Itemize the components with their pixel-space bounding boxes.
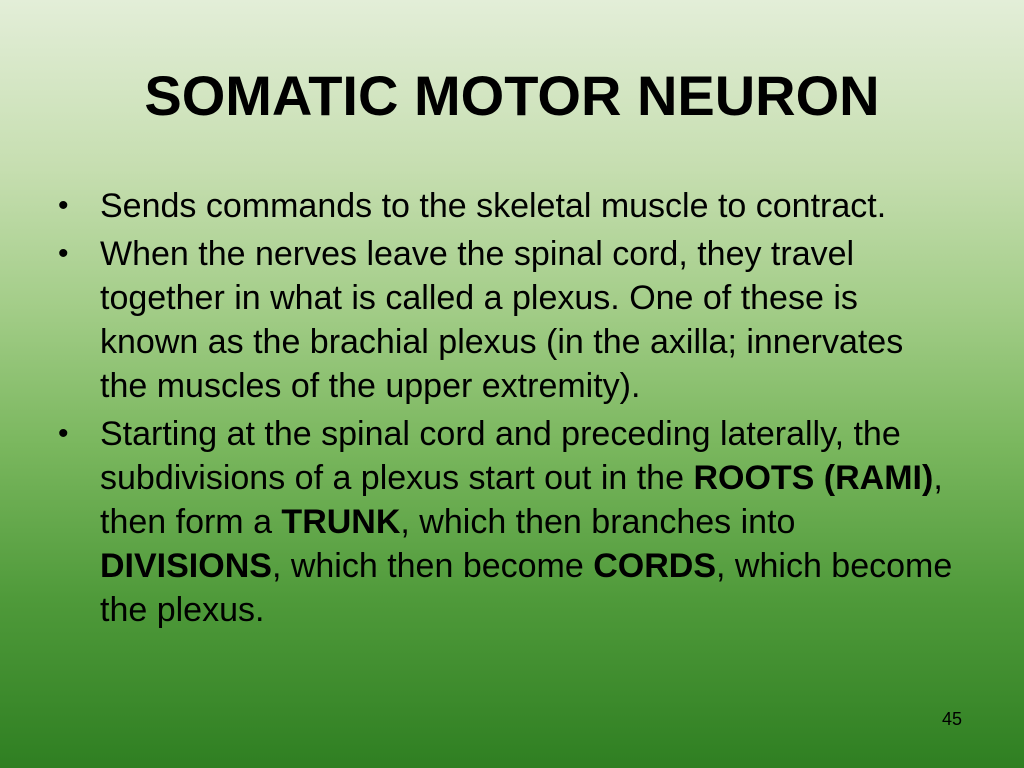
slide-title: SOMATIC MOTOR NEURON (144, 64, 880, 127)
bullet-item (56, 412, 956, 632)
bullet-item (56, 232, 956, 408)
bullet-text-segment: , which then branches into (400, 503, 796, 541)
term-cords: CORDS (593, 547, 717, 585)
term-roots: ROOTS (RAMI) (693, 459, 934, 497)
bullet-text: Sends commands to the skeletal muscle to contract. (100, 187, 887, 225)
bullet-marker: • (58, 417, 69, 450)
page-number: 45 (941, 709, 962, 729)
bullet-marker: • (58, 189, 69, 222)
bullet-list (56, 184, 956, 636)
bullet-marker: • (58, 237, 69, 270)
term-trunk: TRUNK (281, 503, 401, 541)
bullet-item (56, 184, 956, 228)
bullet-text-segment: , which become the plexus. (100, 547, 953, 629)
term-divisions: DIVISIONS (100, 547, 272, 585)
bullet-text-segment: , which then become (271, 547, 594, 585)
bullet-text-segment: , then form a (100, 459, 943, 541)
bullet-text-segment: Starting at the spinal cord and preceding laterally, the subdivisions of a plexus start out in the (100, 415, 901, 497)
bullet-text (100, 415, 952, 629)
bullet-text: When the nerves leave the spinal cord, they travel together in what is called a plexus. One of these is known as the brachial plexus (in the axilla; innervates the muscles of the upper extremity). (100, 235, 904, 405)
